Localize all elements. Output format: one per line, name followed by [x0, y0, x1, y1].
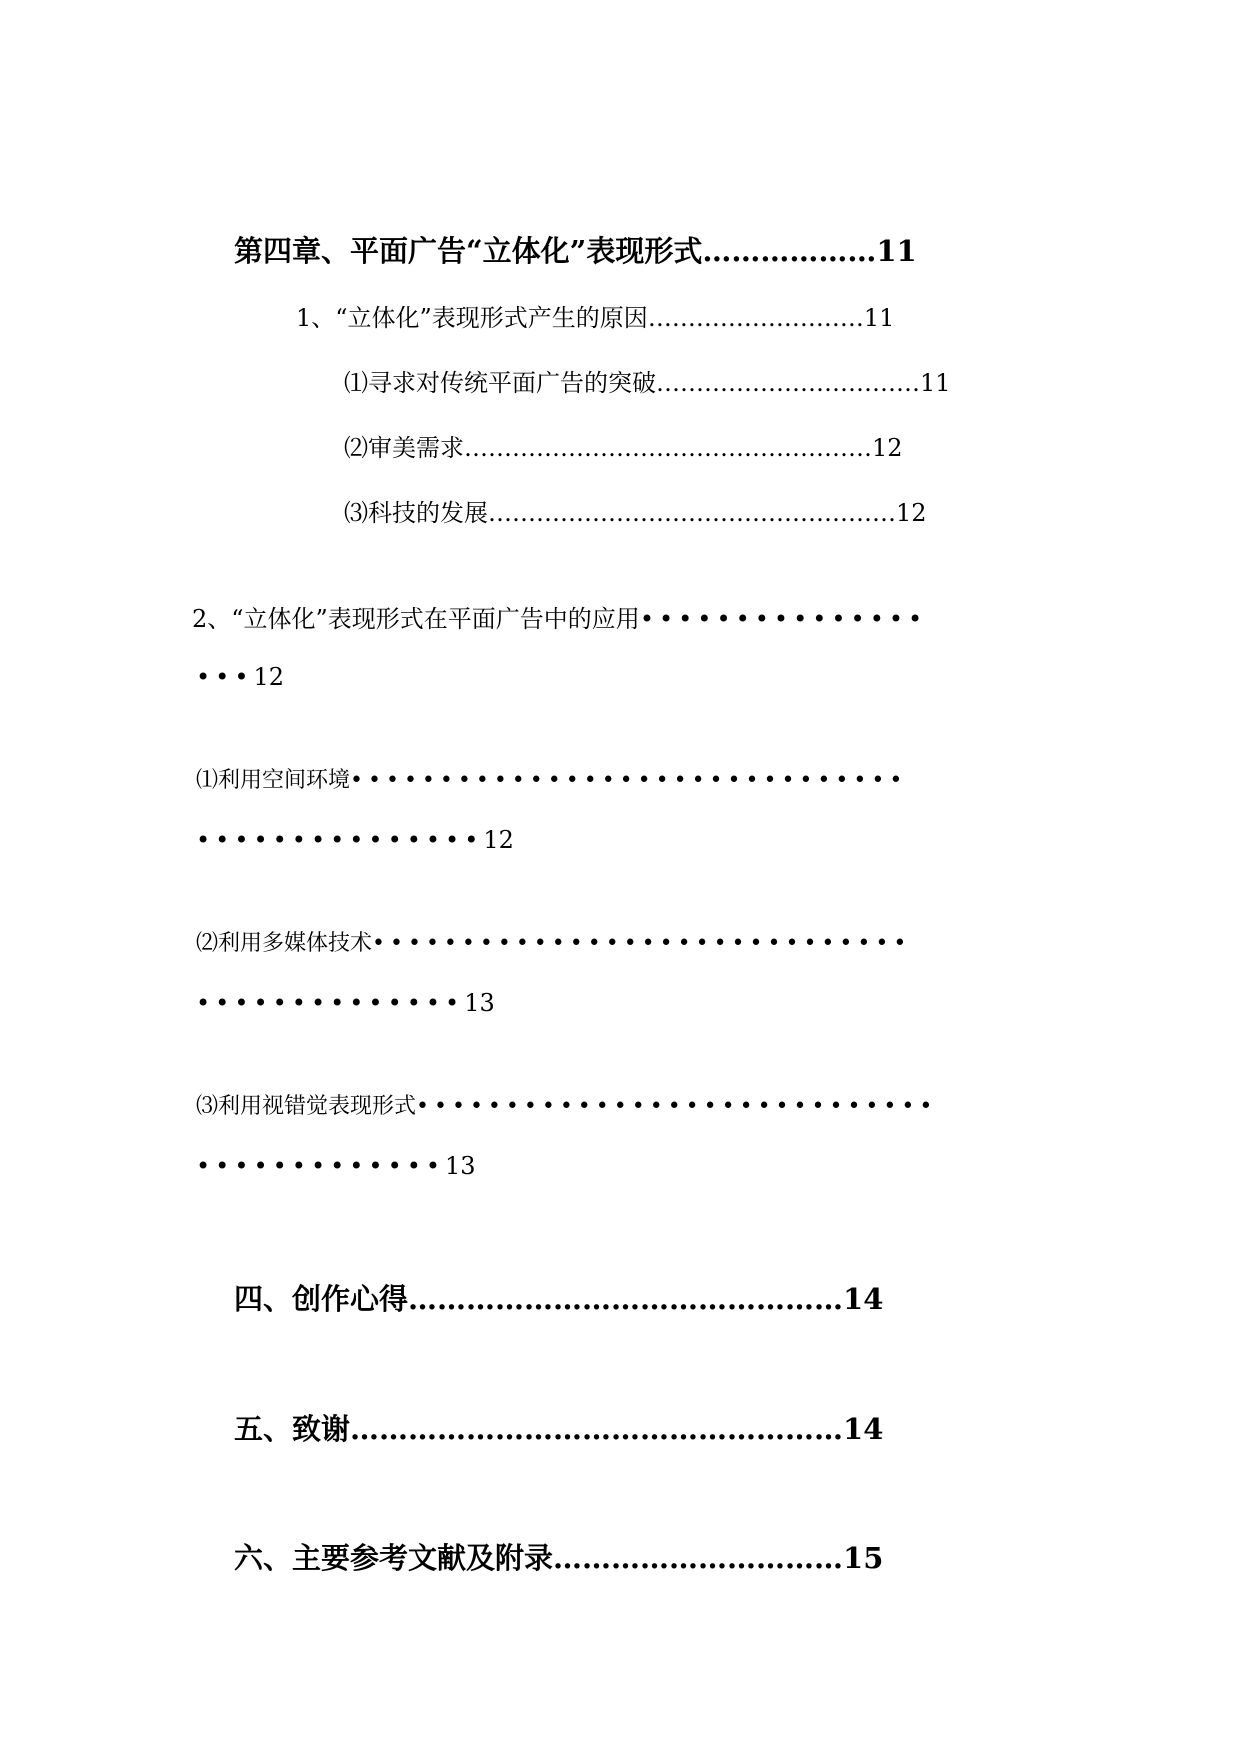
- toc-entry-part6[interactable]: [234, 1541, 884, 1575]
- toc-entry-title: ⑴利用空间环境: [196, 768, 351, 793]
- toc-entry-title: ⑶科技的发展: [344, 499, 488, 527]
- toc-entry-section2[interactable]: [192, 607, 927, 631]
- toc-leader-dots: •••••••••••••••: [639, 605, 928, 633]
- toc-page-number: 14: [843, 1282, 884, 1316]
- toc-leader-dots: ………………………: [647, 304, 864, 332]
- toc-entry-section1-2[interactable]: [344, 436, 903, 460]
- toc-leader-dots: ••••••••••••••••••••••••••••••: [372, 931, 912, 956]
- toc-page-number: 14: [843, 1412, 884, 1446]
- toc-entry-title: 第四章、平面广告“立体化”表现形式: [234, 234, 703, 268]
- toc-entry-title: 六、主要参考文献及附录: [234, 1541, 554, 1575]
- toc-entry-chapter4[interactable]: [234, 234, 917, 268]
- toc-page-number: 12: [253, 663, 285, 691]
- toc-page-number: 11: [863, 304, 895, 332]
- toc-leader-dots: ……………………………………………: [464, 434, 872, 462]
- toc-entry-section2-2[interactable]: [196, 933, 911, 955]
- toc-entry-section1-3[interactable]: [344, 501, 927, 525]
- toc-page-number: 15: [843, 1541, 884, 1575]
- toc-leader-dots: ………………………………………: [408, 1282, 844, 1316]
- toc-leader-dots: …………………………: [553, 1541, 844, 1575]
- toc-page-number: 12: [483, 826, 514, 854]
- toc-entry-title: ⑵利用多媒体技术: [196, 931, 373, 956]
- toc-entry-title: 四、创作心得: [234, 1282, 409, 1316]
- toc-entry-title: 五、致谢: [234, 1412, 351, 1446]
- toc-leader-dots: •••••••••••••••••••••••••••••••: [350, 768, 908, 793]
- toc-leader-dots: ………………: [702, 234, 877, 268]
- toc-leader-dots: •••••••••••••••: [196, 826, 484, 854]
- toc-entry-title: ⑴寻求对传统平面广告的突破: [344, 369, 656, 397]
- toc-leader-dots: ……………………………………………: [488, 499, 896, 527]
- toc-entry-title: 1、“立体化”表现形式产生的原因: [296, 304, 648, 332]
- toc-entry-title: 2、“立体化”表现形式在平面广告中的应用: [192, 605, 640, 633]
- toc-page-number: 13: [445, 1152, 476, 1180]
- toc-entry-section2-continued[interactable]: [196, 665, 284, 689]
- toc-leader-dots: ……………………………: [656, 369, 920, 397]
- toc-entry-title: ⑶利用视错觉表现形式: [196, 1094, 417, 1119]
- toc-leader-dots: •••••••••••••: [196, 1152, 446, 1180]
- toc-leader-dots: •••••••••••••••••••••••••••••: [416, 1094, 938, 1119]
- toc-leader-dots: ……………………………………………: [350, 1412, 844, 1446]
- toc-leader-dots: ••••••••••••••: [196, 989, 465, 1017]
- toc-page-number: 12: [896, 499, 927, 527]
- toc-page-number: 12: [872, 434, 903, 462]
- toc-page-number: 13: [464, 989, 495, 1017]
- toc-entry-part5[interactable]: [234, 1412, 884, 1446]
- toc-entry-section1-1[interactable]: [344, 371, 951, 395]
- toc-page-number: 11: [920, 369, 951, 397]
- toc-entry-section2-1-continued[interactable]: [196, 828, 514, 852]
- toc-leader-dots: •••: [196, 663, 254, 691]
- toc-entry-section1[interactable]: [296, 306, 894, 330]
- toc-entry-section2-1[interactable]: [196, 770, 907, 792]
- toc-entry-title: ⑵审美需求: [344, 434, 464, 462]
- toc-entry-section2-3[interactable]: [196, 1096, 937, 1118]
- toc-entry-section2-3-continued[interactable]: [196, 1154, 476, 1178]
- toc-entry-part4[interactable]: [234, 1282, 884, 1316]
- toc-entry-section2-2-continued[interactable]: [196, 991, 495, 1015]
- toc-page-number: 11: [876, 234, 917, 268]
